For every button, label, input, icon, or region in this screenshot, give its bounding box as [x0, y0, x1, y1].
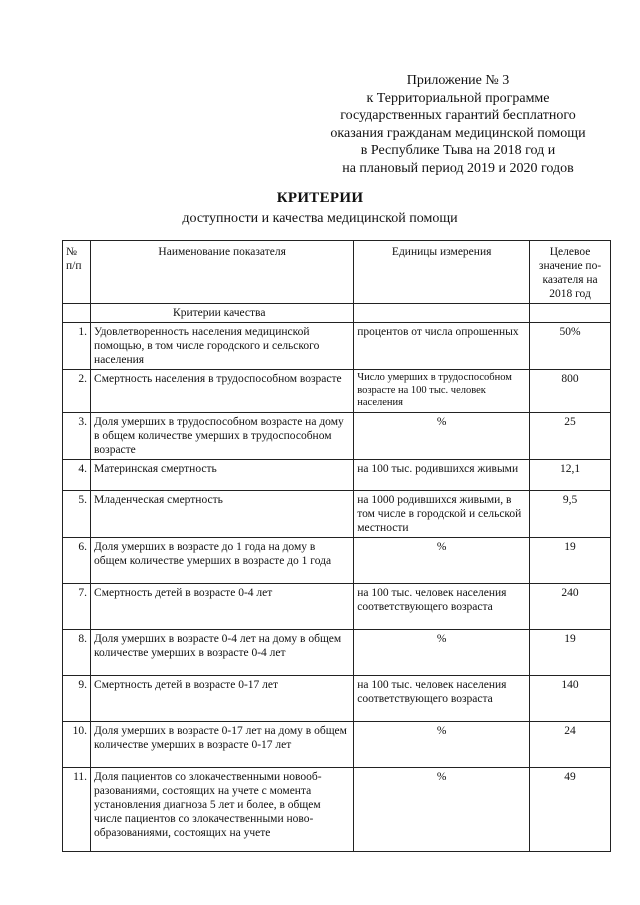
row-unit: % — [354, 412, 530, 459]
table-row — [63, 721, 611, 767]
row-value: 50% — [530, 323, 611, 370]
appendix-heading — [308, 72, 608, 177]
row-name: Материнская смертность — [91, 459, 354, 490]
table-row — [63, 629, 611, 675]
row-name: Младенческая смертность — [91, 490, 354, 537]
row-unit: % — [354, 537, 530, 583]
table-row — [63, 323, 611, 370]
table-header-row — [63, 241, 611, 304]
appendix-line: государственных гарантий бесплатного — [340, 108, 576, 123]
row-value: 24 — [530, 721, 611, 767]
table-row — [63, 583, 611, 629]
table-row — [63, 767, 611, 851]
row-unit: на 1000 родившихся живыми, в том числе в городской и сельской местности — [354, 490, 530, 537]
row-value: 140 — [530, 675, 611, 721]
row-value: 800 — [530, 370, 611, 413]
row-num: 8. — [63, 629, 91, 675]
row-num: 5. — [63, 490, 91, 537]
section-row — [63, 304, 611, 323]
table-row — [63, 490, 611, 537]
row-name: Доля умерших в трудоспособном возрасте на дому в общем количестве умерших в трудоспособном возрасте — [91, 412, 354, 459]
row-value: 9,5 — [530, 490, 611, 537]
row-name: Доля умерших в возрасте 0-17 лет на дому в общем количестве умерших в возрасте 0-17 лет — [91, 721, 354, 767]
row-num: 11. — [63, 767, 91, 851]
appendix-line: Приложение № 3 — [406, 73, 510, 88]
row-name: Смертность детей в возрасте 0-17 лет — [91, 675, 354, 721]
row-num: 3. — [63, 412, 91, 459]
row-num: 4. — [63, 459, 91, 490]
appendix-line: к Территориальной программе — [366, 90, 550, 106]
document-title: КРИТЕРИИ — [276, 190, 364, 206]
table-row — [63, 675, 611, 721]
table-row — [63, 459, 611, 490]
row-unit: % — [354, 629, 530, 675]
header-num: № п/п — [63, 241, 91, 304]
row-value: 25 — [530, 412, 611, 459]
row-num: 1. — [63, 323, 91, 370]
row-name: Доля пациентов со злокачественными новообразованиями, состоящих на учете с момента установления диагноза 5 лет и более, в общем числе пациентов со злокачественными новообразованиями, состоящих на учете — [91, 767, 354, 851]
row-num: 9. — [63, 675, 91, 721]
row-num: 7. — [63, 583, 91, 629]
row-unit: % — [354, 721, 530, 767]
row-name: Смертность детей в возрасте 0-4 лет — [91, 583, 354, 629]
row-num: 2. — [63, 370, 91, 413]
header-unit: Единицы измерения — [354, 241, 530, 304]
row-unit: на 100 тыс. человек населения соответствующего возраста — [354, 583, 530, 629]
header-value: Целевое значение показателя на 2018 год — [530, 241, 611, 304]
criteria-table — [62, 240, 611, 852]
row-unit: % — [354, 767, 530, 851]
row-num: 10. — [63, 721, 91, 767]
table-row — [63, 370, 611, 413]
header-name: Наименование показателя — [91, 241, 354, 304]
row-unit: на 100 тыс. человек населения соответствующего возраста — [354, 675, 530, 721]
row-num: 6. — [63, 537, 91, 583]
appendix-line: на плановый период 2019 и 2020 годов — [342, 160, 574, 176]
document-subtitle: доступности и качества медицинской помощи — [182, 211, 458, 226]
row-value: 240 — [530, 583, 611, 629]
row-value: 49 — [530, 767, 611, 851]
row-unit: на 100 тыс. родившихся живыми — [354, 459, 530, 490]
row-value: 19 — [530, 629, 611, 675]
table-row — [63, 537, 611, 583]
row-unit: Число умерших в трудоспособном возрасте на 100 тыс. человек населения — [354, 370, 530, 413]
appendix-line: в Республике Тыва на 2018 год и — [360, 143, 556, 158]
table-row — [63, 412, 611, 459]
row-name: Смертность населения в трудоспособном возрасте — [91, 370, 354, 413]
row-name: Удовлетворенность населения медицинской помощью, в том числе городского и сельского населения — [91, 323, 354, 370]
row-unit: процентов от числа опрошенных — [354, 323, 530, 370]
row-value: 19 — [530, 537, 611, 583]
row-name: Доля умерших в возрасте 0-4 лет на дому в общем количестве умерших в возрасте 0-4 лет — [91, 629, 354, 675]
row-name: Доля умерших в возрасте до 1 года на дому в общем количестве умерших в возрасте до 1 года — [91, 537, 354, 583]
section-label: Критерии качества — [91, 304, 354, 323]
row-value: 12,1 — [530, 459, 611, 490]
appendix-line: оказания гражданам медицинской помощи — [330, 125, 586, 141]
